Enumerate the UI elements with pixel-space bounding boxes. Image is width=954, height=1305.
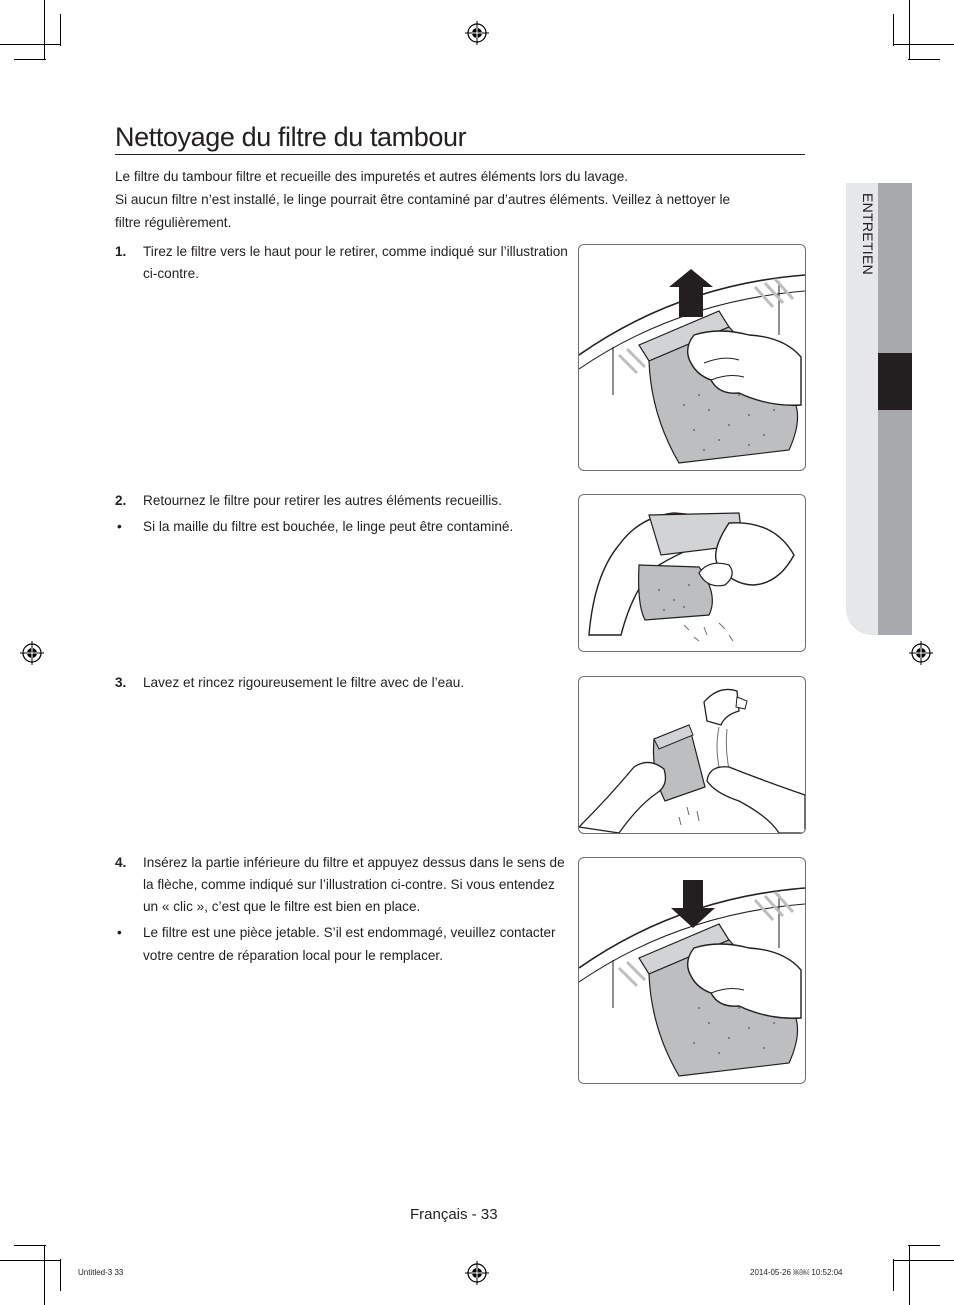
step-3 — [115, 672, 570, 694]
step-text: Tirez le filtre vers le haut pour le retirer, comme indiqué sur l’illustration ci-contre. — [143, 244, 568, 281]
page-title: Nettoyage du filtre du tambour — [115, 120, 805, 155]
step-4 — [115, 852, 570, 918]
step-number: 3. — [115, 675, 127, 690]
step-number: 1. — [115, 244, 127, 259]
crop-mark — [893, 1259, 894, 1291]
bullet-text: Le filtre est une pièce jetable. S’il est endommagé, veuillez contacter votre centre de réparation local pour le remplacer. — [143, 925, 556, 963]
step-text: Retournez le filtre pour retirer les autres éléments recueillis. — [143, 493, 502, 508]
page-number: Français - 33 — [410, 1206, 498, 1223]
bullet-symbol: • — [117, 519, 122, 534]
crop-mark — [60, 14, 61, 46]
bullet-note-1 — [115, 515, 570, 538]
step-number: 4. — [115, 855, 127, 870]
crop-mark — [14, 1245, 46, 1246]
registration-mark-icon — [465, 1261, 489, 1285]
print-slug-right: 2014-05-26 ￼￼ 10:52:04 — [750, 1268, 843, 1277]
crop-mark — [893, 14, 894, 46]
illustration-insert-filter — [578, 857, 806, 1084]
section-tab-label: ENTRETIEN — [860, 193, 876, 276]
crop-mark — [909, 1245, 910, 1305]
intro-paragraph-2: Si aucun filtre n’est installé, le linge pourrait être contaminé par d’autres éléments. Veillez à nettoyer le filtre régulièrement. — [115, 192, 731, 230]
intro-paragraph-1: Le filtre du tambour filtre et recueille des impuretés et autres éléments lors du lavage. — [115, 169, 629, 184]
crop-mark — [44, 1245, 45, 1305]
crop-mark — [14, 59, 46, 60]
crop-mark — [44, 0, 45, 60]
crop-mark — [908, 1245, 940, 1246]
section-tab-marker — [878, 353, 912, 410]
step-text: Lavez et rincez rigoureusement le filtre avec de l’eau. — [143, 675, 465, 690]
crop-mark — [894, 44, 954, 45]
registration-mark-icon — [909, 641, 933, 665]
illustration-empty-filter — [578, 494, 806, 652]
registration-mark-icon — [465, 21, 489, 45]
bullet-note-2 — [115, 921, 570, 967]
crop-mark — [0, 44, 60, 45]
bullet-text: Si la maille du filtre est bouchée, le linge peut être contaminé. — [143, 519, 514, 534]
crop-mark — [909, 0, 910, 60]
step-2 — [115, 490, 570, 512]
crop-mark — [894, 1260, 954, 1261]
crop-mark — [908, 59, 940, 60]
step-text: Insérez la partie inférieure du filtre et appuyez dessus dans le sens de la flèche, comme indiqué sur l’illustration ci-contre. Si vous entendez un « clic », c’est que le filtre est bien en place. — [143, 855, 565, 914]
illustration-remove-filter — [578, 244, 806, 471]
print-slug-left: Untitled-3 33 — [78, 1268, 124, 1277]
crop-mark — [60, 1259, 61, 1291]
bullet-symbol: • — [117, 925, 122, 940]
illustration-rinse-filter — [578, 676, 806, 834]
crop-mark — [0, 1260, 60, 1261]
step-number: 2. — [115, 493, 127, 508]
step-1 — [115, 241, 570, 285]
registration-mark-icon — [20, 641, 44, 665]
section-tab — [846, 183, 912, 635]
